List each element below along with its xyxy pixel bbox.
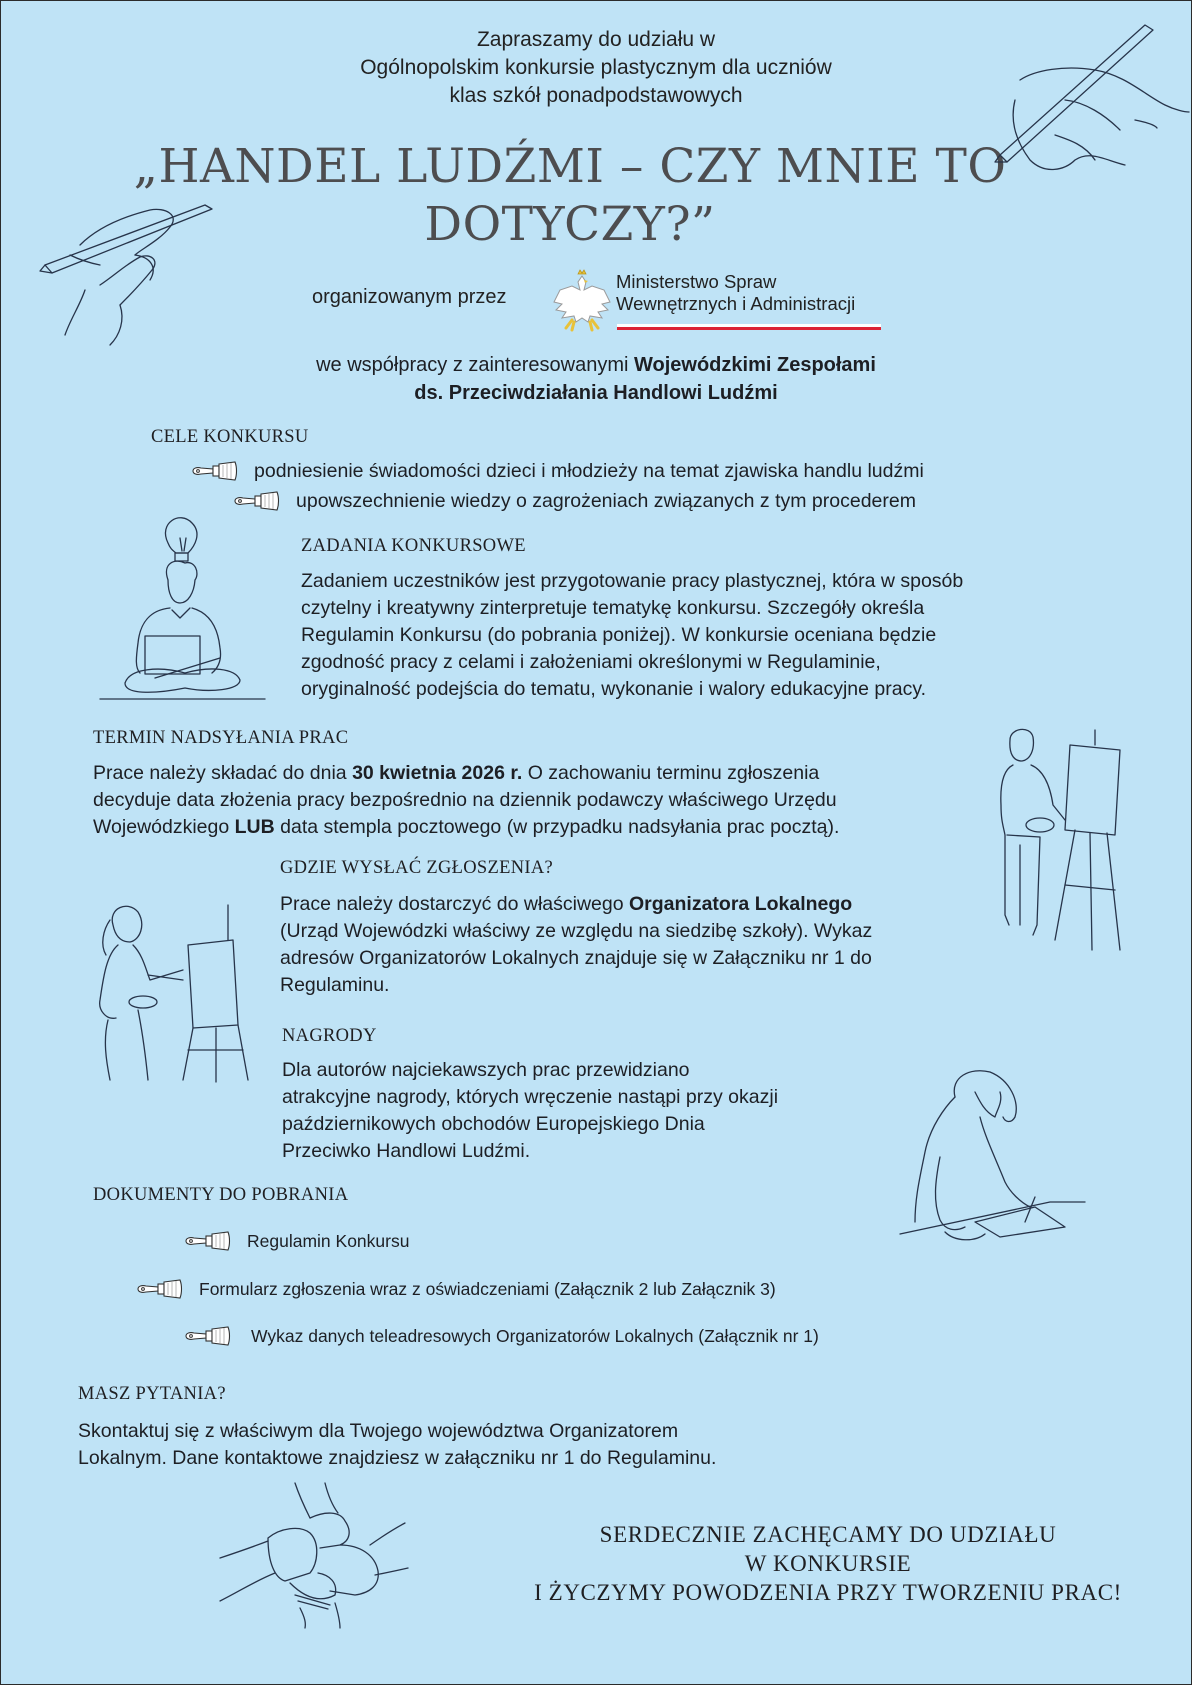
ministry-name-line-1: Ministerstwo Spraw [616,271,777,292]
prizes-line: Przeciwko Handlowi Ludźmi. [282,1140,531,1162]
goal-item-text: upowszechnienie wiedzy o zagrożeniach związanych z tym procederem [296,489,916,512]
deadline-or: LUB [234,816,275,838]
download-link-text[interactable]: Wykaz danych teleadresowych Organizatorów Lokalnych (Załącznik nr 1) [251,1325,819,1346]
download-link-text[interactable]: Regulamin Konkursu [247,1230,410,1251]
tasks-line: Regulamin Konkursu (do pobrania poniżej). W konkursie oceniana będzie [301,624,937,646]
download-link-regulamin[interactable] [183,1229,409,1253]
paintbrush-bullet-icon [183,1229,233,1253]
questions-line: Lokalnym. Dane kontaktowe znajdziesz w załączniku nr 1 do Regulaminu. [78,1447,717,1469]
person-lightbulb-illustration [100,518,300,703]
ministry-name-line-2: Wewnętrznych i Administracji [616,293,856,314]
tasks-line: czytelny i kreatywny zinterpretuje tematykę konkursu. Szczegóły określa [301,597,925,619]
tasks-text [301,568,963,703]
man-painting-easel-illustration [995,725,1130,965]
deadline-text-part: Wojewódzkiego [93,816,235,838]
intro-line-3: klas szkół ponadpodstawowych [449,84,743,107]
title-line-2: DOTYCZY?” [424,197,716,252]
closing-line: I ŻYCZYMY POWODZENIA PRZY TWORZENIU PRAC! [534,1580,1122,1605]
ministry-name [616,271,855,315]
tasks-heading: ZADANIA KONKURSOWE [301,536,526,556]
deadline-heading: TERMIN NADSYŁANIA PRAC [93,728,349,748]
girl-painting-easel-illustration [88,900,268,1085]
title-line-1: „HANDEL LUDŹMI – CZY MNIE TO [133,139,1007,194]
goal-item [232,489,916,513]
paintbrush-bullet-icon [232,489,282,513]
polish-eagle-emblem-icon [550,268,614,334]
downloads-heading: DOKUMENTY DO POBRANIA [93,1185,349,1205]
organizer-label: organizowanym przez [312,286,507,308]
polish-flag-stripe [617,324,881,330]
where-heading: GDZIE WYSŁAĆ ZGŁOSZENIA? [280,858,554,878]
prizes-heading: NAGRODY [282,1026,377,1046]
prizes-line: Dla autorów najciekawszych prac przewidziano [282,1059,690,1081]
page-title [130,138,1010,254]
download-link-wykaz[interactable] [183,1324,819,1348]
ministry-logo [550,268,890,338]
where-line: adresów Organizatorów Lokalnych znajduje się w Załączniku nr 1 do [280,947,872,969]
prizes-line: październikowych obchodów Europejskiego Dnia [282,1113,705,1135]
download-link-text[interactable]: Formularz zgłoszenia wraz z oświadczeniami (Załącznik 2 lub Załącznik 3) [199,1278,776,1299]
paintbrush-bullet-icon [135,1277,185,1301]
deadline-text-part: data stempla pocztowego (w przypadku nadsyłania prac pocztą). [274,816,840,838]
closing-line: SERDECZNIE ZACHĘCAMY DO UDZIAŁU [599,1522,1057,1547]
goals-heading: CELE KONKURSU [151,427,309,447]
cooperation-bold-1: Wojewódzkimi Zespołami [634,354,876,376]
hand-pencil-right-illustration [995,20,1190,180]
joined-hands-illustration [210,1483,410,1628]
paintbrush-bullet-icon [183,1324,233,1348]
cooperation-text [0,351,1192,407]
questions-text [78,1418,716,1472]
intro-line-2: Ogólnopolskim konkursie plastycznym dla uczniów [360,56,832,79]
intro-line-1: Zapraszamy do udziału w [476,28,716,51]
where-local-organizer: Organizatora Lokalnego [629,893,853,915]
deadline-date: 30 kwietnia 2026 r. [352,762,523,784]
where-line: Regulaminu. [280,974,390,996]
woman-drawing-illustration [885,1062,1085,1252]
tasks-line: oryginalność podejścia do tematu, wykonanie i walory edukacyjne pracy. [301,678,927,700]
where-text-part: Prace należy dostarczyć do właściwego [280,893,629,915]
closing-message [478,1520,1178,1607]
deadline-text [93,760,839,841]
hand-pencil-left-illustration [40,195,220,355]
goal-item [190,459,924,483]
goal-item-text: podniesienie świadomości dzieci i młodzieży na temat zjawiska handlu ludźmi [254,459,924,482]
paintbrush-bullet-icon [190,459,240,483]
prizes-text [282,1057,778,1165]
deadline-line: decyduje data złożenia pracy bezpośrednio na dziennik podawczy właściwego Urzędu [93,789,837,811]
prizes-line: atrakcyjne nagrody, których wręczenie nastąpi przy okazji [282,1086,779,1108]
cooperation-bold-2: ds. Przeciwdziałania Handlowi Ludźmi [414,382,778,404]
deadline-text-part: O zachowaniu terminu zgłoszenia [522,762,820,784]
tasks-line: Zadaniem uczestników jest przygotowanie pracy plastycznej, która w sposób [301,570,964,592]
closing-line: W KONKURSIE [744,1551,912,1576]
tasks-line: zgodność pracy z celami i założeniami określonymi w Regulaminie, [301,651,881,673]
deadline-text-part: Prace należy składać do dnia [93,762,353,784]
where-line: (Urząd Wojewódzki właściwy ze względu na siedzibę szkoły). Wykaz [280,920,873,942]
cooperation-prefix: we współpracy z zainteresowanymi [316,354,634,376]
where-text [280,891,872,999]
questions-heading: MASZ PYTANIA? [78,1384,226,1404]
download-link-formularz[interactable] [135,1277,776,1301]
questions-line: Skontaktuj się z właściwym dla Twojego województwa Organizatorem [78,1420,679,1442]
